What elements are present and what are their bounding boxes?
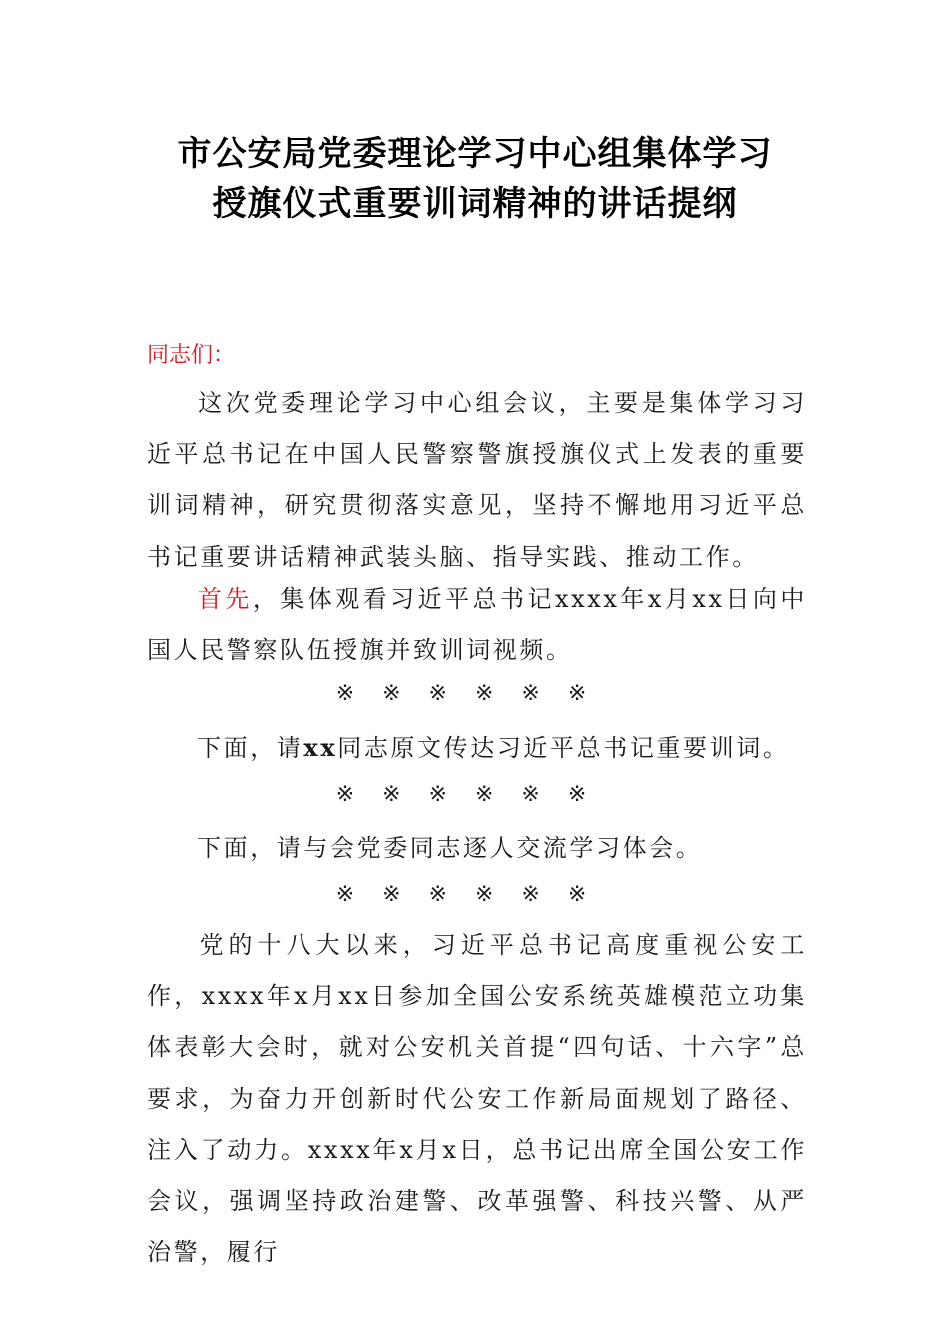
separator-2: ※※※※※※ [335,782,615,807]
line-relay-instruction: 下面，请xx同志原文传达习近平总书记重要训词。 [197,733,790,762]
separator-3: ※※※※※※ [335,882,615,907]
placeholder-name: xx [303,733,338,762]
greeting: 同志们： [147,343,236,368]
paragraph-2-lead: 首先 [197,585,253,613]
document-title-line-2: 授旗仪式重要训词精神的讲话提纲 [212,184,738,224]
paragraph-1-text: 这次党委理论学习中心组会议，主要是集体学习习近平总书记在中国人民警察警旗授旗仪式上发表的重要训词精神，研究贯彻落实意见，坚持不懈地用习近平总书记重要讲话精神武装头脑、指导实践、推动工作。 [147,389,807,571]
paragraph-2 [147,574,807,676]
paragraph-1 [147,378,807,583]
paragraph-3-text: 党的十八大以来，习近平总书记高度重视公安工作，xxxx年x月xx日参加全国公安系统英雄模范立功集体表彰大会时，就对公安机关首提“四句话、十六字”总要求，为奋力开创新时代公安工作新局面规划了路径、注入了动力。xxxx年x月x日，总书记出席全国公安工作会议，强调坚持政治建警、改革强警、科技兴警、从严治警，履行 [147,931,807,1267]
separator-1: ※※※※※※ [335,681,615,706]
line-exchange-instruction: 下面，请与会党委同志逐人交流学习体会。 [197,834,703,862]
document-title-line-1: 市公安局党委理论学习中心组集体学习 [177,134,773,174]
paragraph-3 [147,920,807,1278]
paragraph-2-text: ，集体观看习近平总书记xxxx年x月xx日向中国人民警察队伍授旗并致训词视频。 [147,585,808,665]
